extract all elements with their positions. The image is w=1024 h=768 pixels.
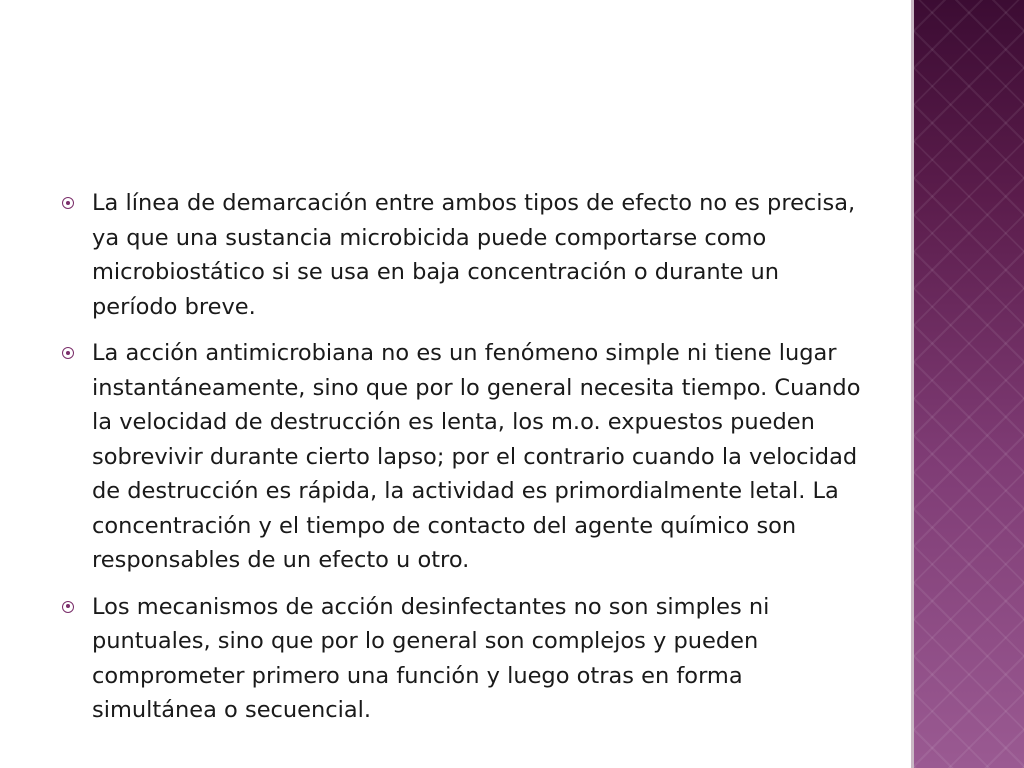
bullet-item-2 <box>62 336 862 578</box>
bullet-text-2: La acción antimicrobiana no es un fenómeno simple ni tiene lugar instantáneamente, sino que por lo general necesita tiempo. Cuando la velocidad de destrucción es lenta, los m.o. expuestos pueden sobrevivir durante cierto lapso; por el contrario cuando la velocidad de destrucción es rápida, la actividad es primordialmente letal. La concentración y el tiempo de contacto del agente químico son responsables de un efecto u otro. <box>92 340 861 573</box>
circle-bullet-icon <box>62 197 74 209</box>
bullet-list <box>62 186 862 728</box>
bullet-text-3: Los mecanismos de acción desinfectantes no son simples ni puntuales, sino que por lo general son complejos y pueden comprometer primero una función y luego otras en forma simultánea o secuencial. <box>92 593 770 723</box>
bullet-item-1 <box>62 186 862 324</box>
bullet-text-1: La línea de demarcación entre ambos tipos de efecto no es precisa, ya que una sustancia microbicida puede comportarse como microbiostático si se usa en baja concentración o durante un período breve. <box>92 190 856 320</box>
bullet-item-3 <box>62 590 862 728</box>
slide-content <box>62 186 862 740</box>
decorative-side-panel <box>914 0 1024 768</box>
circle-bullet-icon <box>62 347 74 359</box>
circle-bullet-icon <box>62 601 74 613</box>
